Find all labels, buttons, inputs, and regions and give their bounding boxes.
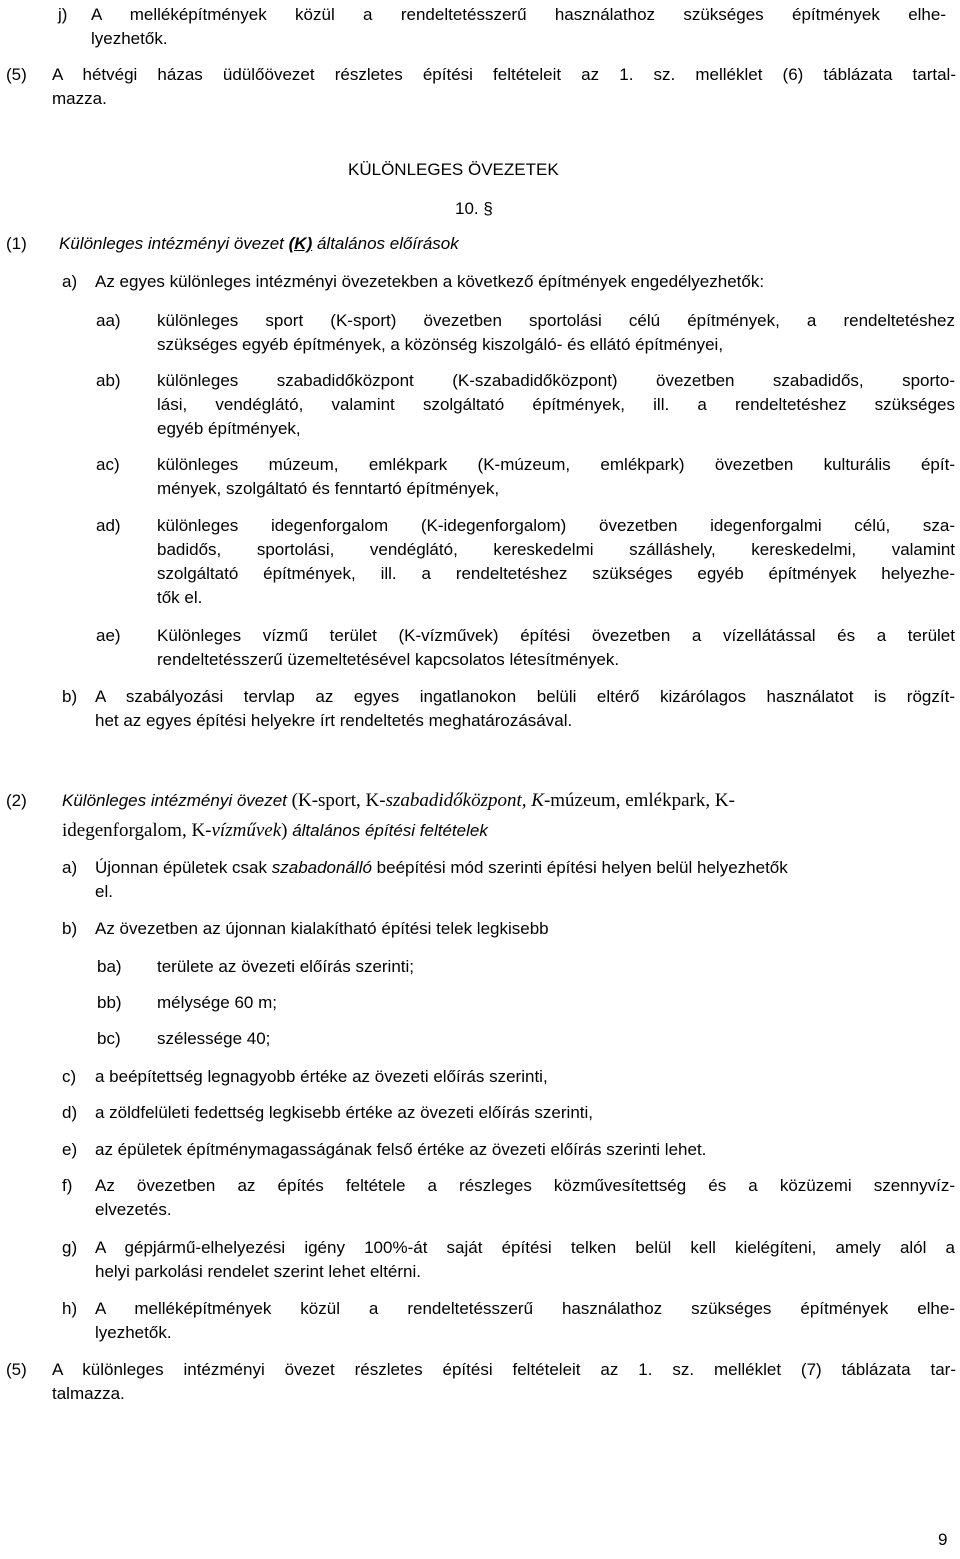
p2-label-f: f) — [62, 1176, 73, 1195]
p2-a-line2: el. — [95, 882, 113, 901]
subitem-ab-line2: lási, vendéglátó, valamint szolgáltató építmények, ill. a rendeltetéshez szükséges — [157, 395, 955, 414]
para-2-heading: Különleges intézményi övezet (K-sport, K-szabadidőközpont, K-múzeum, emlékpark, K- idegenforgalom, K-vízművek) általános építési feltételek — [62, 790, 735, 841]
subitem-label-ac: ac) — [96, 455, 120, 474]
p2-label-h: h) — [62, 1299, 78, 1318]
item-j-line2: lyezhetők. — [91, 29, 168, 48]
p2-b-text: Az övezetben az újonnan kialakítható építési telek legkisebb — [95, 919, 549, 938]
p2-label-bb: bb) — [97, 993, 122, 1012]
subitem-ab-line1: különleges szabadidőközpont (K-szabadidőközpont) övezetben szabadidős, sporto- — [157, 371, 955, 390]
subitem-aa-line1: különleges sport (K-sport) övezetben sportolási célú építmények, a rendeltetéshez — [157, 311, 955, 330]
subitem-ab-line3: egyéb építmények, — [157, 419, 301, 438]
subitem-label-ab: ab) — [96, 371, 121, 390]
section-number: 10. § — [455, 199, 493, 218]
subitem-ad-line1: különleges idegenforgalom (K-idegenforgalom) övezetben idegenforgalmi célú, sza- — [157, 516, 955, 535]
heading-code: (K) — [288, 234, 313, 253]
p2-label-bc: bc) — [97, 1029, 121, 1048]
p2-h-line1: A melléképítmények közül a rendeltetésszerű használathoz szükséges építmények elhe- — [95, 1299, 955, 1318]
p2-label-b: b) — [62, 919, 78, 938]
p2-bc-text: szélessége 40; — [157, 1029, 271, 1048]
p2-label-ba: ba) — [97, 957, 122, 976]
p2-label-g: g) — [62, 1238, 78, 1257]
subitem-label-aa: aa) — [96, 311, 121, 330]
p2-label-e: e) — [62, 1140, 78, 1159]
subitem-label-ae: ae) — [96, 626, 121, 645]
p2-e-text: az épületek építménymagasságának felső értéke az övezeti előírás szerinti lehet. — [95, 1140, 707, 1159]
p2-g-line2: helyi parkolási rendelet szerint lehet eltérni. — [95, 1262, 422, 1281]
para-5-line2: mazza. — [52, 89, 107, 108]
para-label-5: (5) — [6, 65, 27, 84]
p2-ba-text: területe az övezeti előírás szerinti; — [157, 957, 415, 976]
item-b-line1: A szabályozási tervlap az egyes ingatlanokon belüli eltérő kizárólagos használatot is rögzít- — [95, 687, 955, 706]
subitem-ae-line2: rendeltetésszerű üzemeltetésével kapcsolatos létesítmények. — [157, 650, 620, 669]
p2-d-text: a zöldfelületi fedettség legkisebb értéke az övezeti előírás szerinti, — [95, 1103, 593, 1122]
item-j-line1: A melléképítmények közül a rendeltetésszerű használathoz szükséges építmények elhe- — [91, 5, 946, 24]
section-title: KÜLÖNLEGES ÖVEZETEK — [348, 160, 559, 179]
subitem-ad-line3: szolgáltató építmények, ill. a rendeltetéshez szükséges egyéb építmények helyezhe- — [157, 564, 955, 583]
subitem-label-ad: ad) — [96, 516, 121, 535]
subitem-ad-line4: tők el. — [157, 588, 203, 607]
page-number: 9 — [938, 1530, 948, 1549]
para-5b-line2: talmazza. — [52, 1384, 125, 1403]
subitem-ae-line1: Különleges vízmű terület (K-vízművek) építési övezetben a vízellátással és a terület — [157, 626, 955, 645]
p2-a-line1: Újonnan épületek csak szabadonálló beépítési mód szerinti építési helyen belül helyezhetők — [95, 858, 788, 877]
p2-bb-text: mélysége 60 m; — [157, 993, 277, 1012]
subitem-ac-line2: mények, szolgáltató és fenntartó építmények, — [157, 479, 500, 498]
item-label-b: b) — [62, 687, 78, 706]
para-1-heading: Különleges intézményi övezet (K) általános előírások — [59, 234, 459, 253]
p2-label-d: d) — [62, 1103, 78, 1122]
para-5-line1: A hétvégi házas üdülőövezet részletes építési feltételeit az 1. sz. melléklet (6) táblázata tartal- — [52, 65, 956, 84]
subitem-aa-line2: szükséges egyéb építmények, a közönség kiszolgáló- és ellátó építményei, — [157, 335, 724, 354]
p2-f-line1: Az övezetben az építés feltétele a részleges közművesítettség és a közüzemi szennyvíz- — [95, 1176, 955, 1195]
p2-label-c: c) — [62, 1067, 77, 1086]
p2-g-line1: A gépjármű-elhelyezési igény 100%-át saját építési telken belül kell kielégíteni, amely alól a — [95, 1238, 955, 1257]
p2-label-a: a) — [62, 858, 78, 877]
para-label-5b: (5) — [6, 1360, 27, 1379]
p2-f-line2: elvezetés. — [95, 1200, 172, 1219]
para-label-2: (2) — [6, 791, 27, 810]
item-label-a: a) — [62, 272, 78, 291]
item-label-j: j) — [58, 5, 68, 24]
p2-c-text: a beépítettség legnagyobb értéke az övezeti előírás szerinti, — [95, 1067, 548, 1086]
p2-h-line2: lyezhetők. — [95, 1323, 172, 1342]
subitem-ac-line1: különleges múzeum, emlékpark (K-múzeum, emlékpark) övezetben kulturális épít- — [157, 455, 955, 474]
item-a-text: Az egyes különleges intézményi övezetekben a következő építmények engedélyezhetők: — [95, 272, 765, 291]
subitem-ad-line2: badidős, sportolási, vendéglátó, kereskedelmi szálláshely, kereskedelmi, valamint — [157, 540, 955, 559]
para-label-1: (1) — [6, 234, 27, 253]
item-b-line2: het az egyes építési helyekre írt rendeltetés meghatározásával. — [95, 711, 573, 730]
para-5b-line1: A különleges intézményi övezet részletes építési feltételeit az 1. sz. melléklet (7) táblázata tar- — [52, 1360, 956, 1379]
